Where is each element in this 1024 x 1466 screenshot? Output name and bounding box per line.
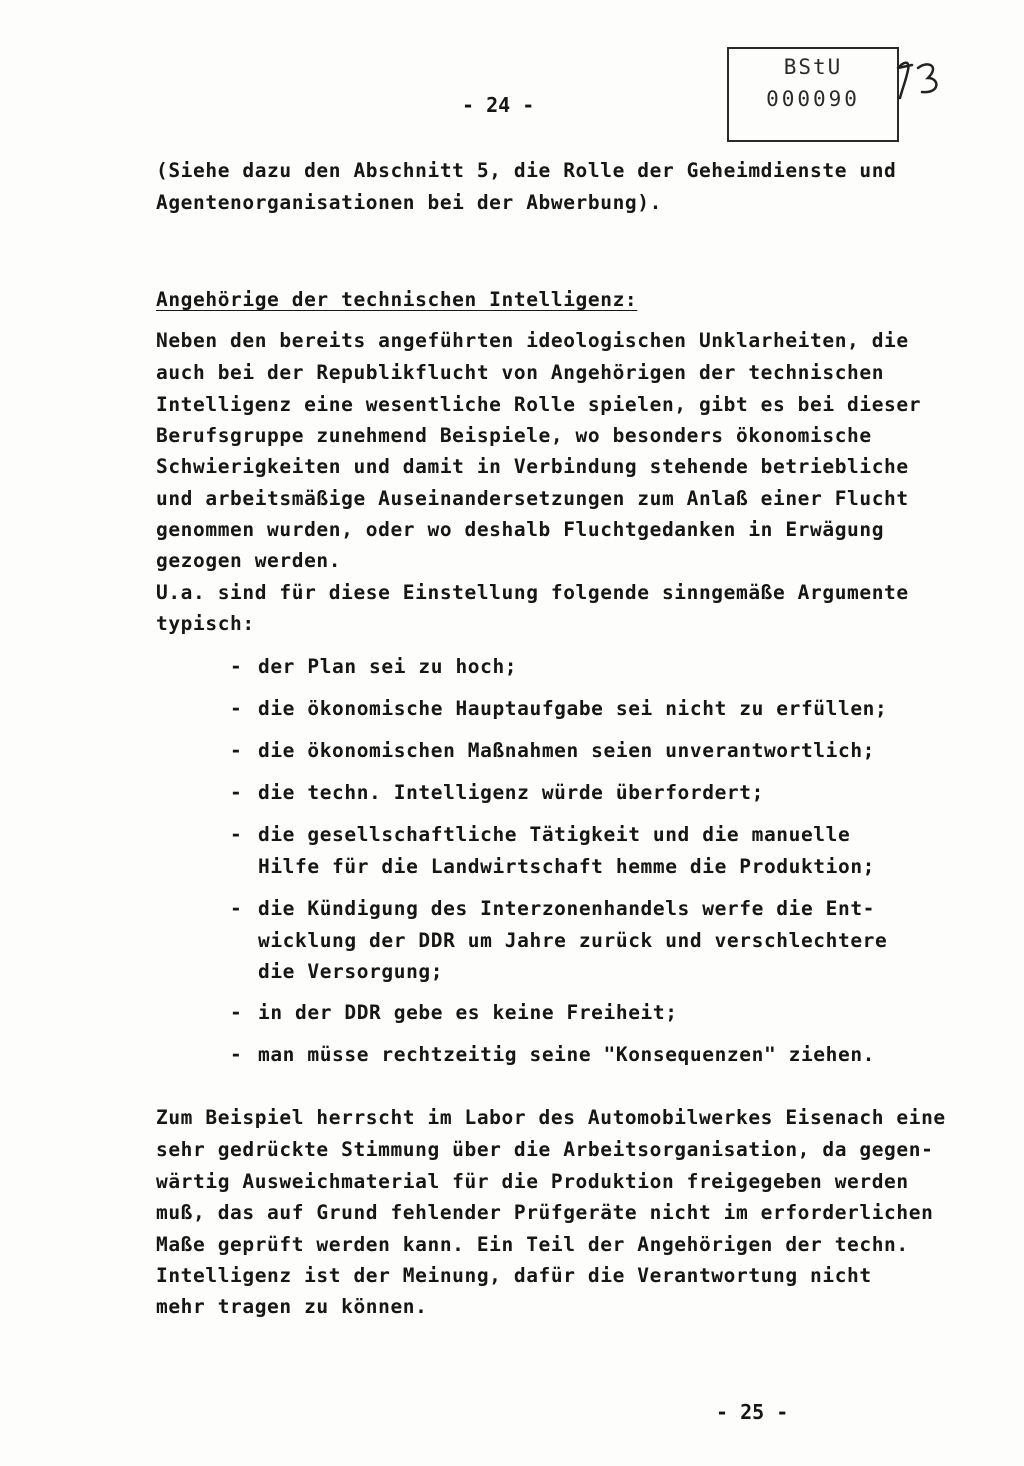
dash-bullet: - (230, 897, 243, 920)
list-item-text: in der DDR gebe es keine Freiheit; (258, 1001, 678, 1024)
dash-bullet: - (230, 655, 243, 678)
text-line: typisch: (156, 612, 255, 635)
list-item-text: die ökonomischen Maßnahmen seien unverantwortlich; (258, 739, 875, 762)
text-line: (Siehe dazu den Abschnitt 5, die Rolle der Geheimdienste und (156, 159, 897, 182)
text-line: und arbeitsmäßige Auseinandersetzungen zum Anlaß einer Flucht (156, 487, 909, 510)
text-line: Intelligenz ist der Meinung, dafür die Verantwortung nicht (156, 1264, 872, 1287)
text-line: U.a. sind für diese Einstellung folgende sinngemäße Argumente (156, 581, 909, 604)
list-item-text: die Versorgung; (258, 960, 444, 983)
text-line: wärtig Ausweichmaterial für die Produktion freigegeben werden (156, 1170, 909, 1193)
section-heading: Angehörige der technischen Intelligenz: (156, 288, 638, 311)
dash-bullet: - (230, 739, 243, 762)
list-item-text: der Plan sei zu hoch; (258, 655, 518, 678)
dash-bullet: - (230, 781, 243, 804)
text-line: genommen wurden, oder wo deshalb Fluchtgedanken in Erwägung (156, 518, 885, 541)
text-line: Maße geprüft werden kann. Ein Teil der Angehörigen der techn. (156, 1233, 909, 1256)
text-line: auch bei der Republikflucht von Angehörigen der technischen (156, 361, 885, 384)
list-item-text: die ökonomische Hauptaufgabe sei nicht zu erfüllen; (258, 697, 888, 720)
text-line: Zum Beispiel herrscht im Labor des Automobilwerkes Eisenach eine (156, 1106, 946, 1129)
text-line: gezogen werden. (156, 549, 342, 572)
text-line: Intelligenz eine wesentliche Rolle spielen, gibt es bei dieser (156, 393, 922, 416)
text-line: mehr tragen zu können. (156, 1295, 428, 1318)
text-line: Schwierigkeiten und damit in Verbindung stehende betriebliche (156, 455, 909, 478)
text-line: Agentenorganisationen bei der Abwerbung). (156, 191, 662, 214)
dash-bullet: - (230, 1043, 243, 1066)
list-item-text: die gesellschaftliche Tätigkeit und die manuelle (258, 823, 851, 846)
list-item-text: die Kündigung des Interzonenhandels werfe die Ent- (258, 897, 875, 920)
list-item-text: wicklung der DDR um Jahre zurück und verschlechtere (258, 929, 888, 952)
page-number: - 24 - (462, 93, 535, 117)
list-item-text: man müsse rechtzeitig seine "Konsequenzen" ziehen. (258, 1043, 875, 1066)
archive-stamp (727, 47, 899, 142)
text-line: Berufsgruppe zunehmend Beispiele, wo besonders ökonomische (156, 424, 872, 447)
dash-bullet: - (230, 1001, 243, 1024)
handwritten-page-mark (896, 56, 946, 104)
dash-bullet: - (230, 823, 243, 846)
list-item-text: Hilfe für die Landwirtschaft hemme die Produktion; (258, 855, 875, 878)
text-line: sehr gedrückte Stimmung über die Arbeitsorganisation, da gegen- (156, 1138, 934, 1161)
text-line: Neben den bereits angeführten ideologischen Unklarheiten, die (156, 329, 909, 352)
text-line: muß, das auf Grund fehlender Prüfgeräte nicht im erforderlichen (156, 1201, 934, 1224)
stamp-agency: BStU (783, 55, 843, 79)
stamp-number: 000090 (766, 87, 860, 111)
list-item-text: die techn. Intelligenz würde überfordert; (258, 781, 764, 804)
dash-bullet: - (230, 697, 243, 720)
next-page-number: - 25 - (716, 1400, 789, 1424)
